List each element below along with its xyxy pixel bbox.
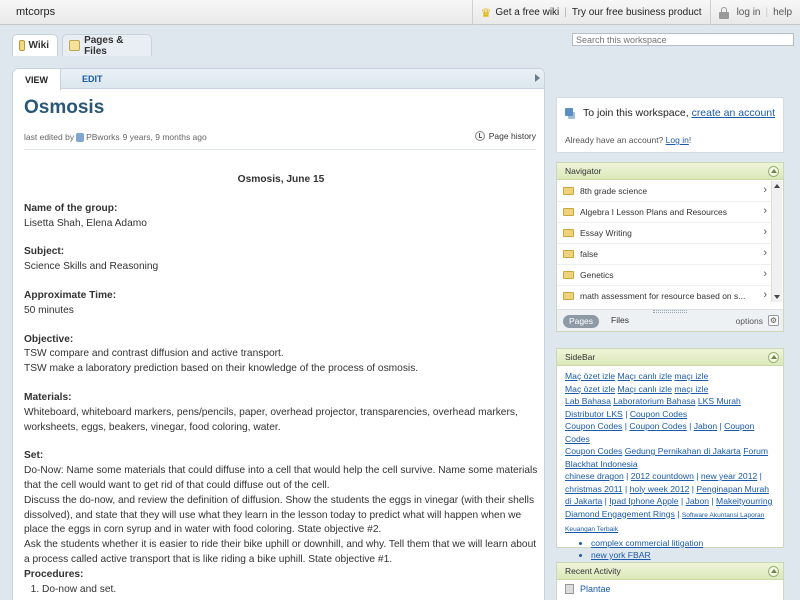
section-text: TSW compare and contrast diffusion and active transport.: [24, 348, 284, 360]
separator: |: [696, 471, 699, 481]
section-heading: Set:: [24, 450, 44, 462]
tab-wiki[interactable]: [12, 34, 58, 56]
separator: |: [759, 471, 762, 481]
user-icon: [76, 133, 84, 142]
chevron-right-icon[interactable]: ›: [763, 226, 767, 238]
folder-icon: [563, 229, 574, 237]
section-heading: Objective:: [24, 333, 74, 345]
content-title: Osmosis, June 15: [237, 174, 325, 185]
navigator-list: [557, 181, 772, 302]
separator: |: [604, 496, 607, 506]
section-heading: Subject:: [24, 246, 65, 258]
collapse-icon[interactable]: [768, 352, 779, 363]
divider: [24, 149, 536, 150]
section-text: Lisetta Shah, Elena Adamo: [24, 217, 147, 229]
nav-item-label: false: [580, 249, 598, 259]
section-time: [24, 289, 538, 319]
separator: |: [680, 496, 684, 506]
separator: |: [765, 7, 769, 18]
procedures-list: [42, 583, 538, 598]
section-text: Whiteboard, whiteboard markers, pens/pencils, paper, overhead projector, transparencies, overhead markers, worksheets, eggs, beakers, vinegar, food coloring, water.: [24, 406, 518, 433]
promo-links: [473, 0, 710, 25]
navigator-scrollbar[interactable]: [771, 181, 782, 302]
page-title: Osmosis: [24, 97, 105, 118]
sidebar-link[interactable]: Laboratorium Bahasa: [613, 396, 696, 406]
section-text: Science Skills and Reasoning: [24, 261, 159, 273]
sidebar-line: [565, 383, 775, 396]
separator: |: [691, 483, 695, 494]
wiki-icon: [19, 40, 25, 51]
have-account-line: Already have an account? Log in!: [565, 135, 692, 145]
meta-prefix: last edited by: [24, 132, 75, 142]
login-link[interactable]: log in: [736, 7, 761, 18]
sidebar-line: [565, 470, 775, 537]
sidebar-link[interactable]: Software Akuntansi Laporan Keuangan Terbaik: [565, 511, 765, 533]
users-icon: [565, 108, 575, 119]
sidebar-link[interactable]: chinese dragon: [565, 471, 624, 481]
recent-activity-link[interactable]: Plantae: [580, 584, 611, 594]
sidebar-link[interactable]: Coupon Codes: [565, 421, 755, 444]
separator: |: [625, 408, 628, 419]
section-materials: [24, 391, 538, 435]
procedures-heading: Procedures:: [24, 568, 84, 580]
nav-item-label: math assessment for resource based on s...: [580, 291, 746, 301]
sidebar-link[interactable]: 2012 countdown: [630, 471, 694, 481]
join-line: [565, 107, 775, 119]
sidebar-link[interactable]: Penginapan Murah di Jakarta: [565, 483, 770, 506]
account-links: [711, 0, 800, 25]
sidebar-link[interactable]: new year 2012: [700, 471, 758, 481]
sidebar-link[interactable]: Lab Bahasa: [565, 396, 611, 406]
separator: |: [719, 421, 722, 431]
separator: |: [564, 7, 567, 18]
recent-activity-header: [557, 563, 783, 580]
sidebar-link[interactable]: Maç özet izle: [565, 371, 616, 381]
gear-icon[interactable]: ⚙: [769, 316, 778, 325]
sidebar-line: [565, 370, 775, 383]
recent-activity-item: [557, 580, 783, 598]
navigator-footer: [557, 309, 783, 331]
separator: |: [711, 496, 714, 506]
options-link[interactable]: options: [735, 316, 763, 326]
tab-wiki-label: Wiki: [28, 40, 49, 51]
sidebar-header: [557, 349, 783, 366]
separator: |: [677, 508, 680, 519]
separator: |: [625, 483, 628, 494]
list-item: [591, 537, 775, 550]
have-account-text: Already have an account?: [565, 135, 664, 145]
join-workspace-box: [556, 97, 784, 153]
sidebar-line: [565, 420, 775, 445]
search-input[interactable]: [572, 33, 794, 46]
nav-item[interactable]: [557, 181, 772, 202]
chevron-right-icon[interactable]: ›: [763, 289, 767, 301]
sidebar-link[interactable]: maçı izle: [674, 371, 709, 381]
chevron-right-icon[interactable]: ›: [763, 268, 767, 280]
section-text: TSW make a laboratory prediction based on their knowledge of the process of osmosis.: [24, 363, 419, 375]
nav-item[interactable]: [557, 223, 772, 244]
nav-item[interactable]: [557, 265, 772, 286]
sidebar-link[interactable]: Maç özet izle: [565, 383, 616, 394]
page-icon: [565, 584, 574, 594]
trophy-icon: ♛: [480, 5, 492, 20]
section-subject: [24, 245, 538, 275]
set-paragraph: Discuss the do-now, and review the definition of diffusion. Show the students the eggs in vinegar (with their shells dissolved), and state that they will use what they learn in the lesson today to predict what will happen when we place the eggs in corn syrup and in water with food coloring. State objective #2.: [24, 494, 535, 536]
top-bar: [0, 0, 800, 25]
business-product-link[interactable]: Try our free business product: [571, 7, 702, 18]
sidebar-link[interactable]: Coupon Codes: [629, 421, 687, 431]
sidebar-link[interactable]: christmas 2011: [565, 483, 623, 494]
folder-icon: [563, 250, 574, 258]
help-link[interactable]: help: [773, 7, 792, 18]
lock-icon: [719, 7, 729, 19]
resize-handle[interactable]: [653, 310, 687, 313]
login-link-secondary[interactable]: Log in: [665, 135, 689, 145]
page-mode-tabs: [13, 69, 544, 89]
sidebar-link[interactable]: Maçı canlı izle: [617, 371, 672, 381]
chevron-right-icon[interactable]: ›: [763, 205, 767, 217]
nav-item-label: Essay Writing: [580, 228, 632, 238]
set-paragraph: Do-Now: Name some materials that could diffuse into a cell that would help the cell survive. Name some materials that the cell would want to get rid of that could diffuse out of the cell.: [24, 465, 538, 491]
list-item: 1. Do-now and set.: [42, 583, 538, 598]
topbar-actions: [472, 0, 800, 25]
sidebar-link[interactable]: Makeityourring Diamond Engagement Rings: [565, 496, 773, 519]
meta-user[interactable]: PBworks: [86, 132, 120, 142]
sidebar-link[interactable]: Coupon Codes: [629, 408, 688, 419]
create-account-link[interactable]: create an account: [691, 107, 776, 119]
folder-icon: [563, 271, 574, 279]
folder-icon: [563, 187, 574, 195]
navigator-pages-tab[interactable]: Pages: [563, 315, 599, 328]
get-free-wiki-link[interactable]: Get a free wiki: [495, 7, 560, 18]
chevron-right-icon[interactable]: ›: [763, 247, 767, 259]
navigator-title: Navigator: [565, 166, 602, 176]
section-heading: Materials:: [24, 391, 72, 403]
sidebar-line: [565, 395, 775, 420]
sidebar-link[interactable]: maçı izle: [674, 383, 709, 394]
navigator-files-tab[interactable]: Files: [611, 315, 629, 325]
page-content: [24, 173, 538, 597]
clock-icon: [475, 131, 485, 141]
folder-icon: [563, 208, 574, 216]
expand-arrow-icon[interactable]: [535, 74, 540, 82]
sidebar-body: [557, 366, 783, 562]
tab-view[interactable]: VIEW: [13, 69, 61, 90]
folder-icon: [563, 292, 574, 300]
recent-activity-widget: [556, 562, 784, 600]
tab-pages-files[interactable]: [62, 34, 152, 56]
nav-item-label: Algebra I Lesson Plans and Resources: [580, 207, 727, 217]
sidebar-link[interactable]: LKS Murah: [697, 396, 741, 406]
separator: |: [626, 471, 629, 481]
sidebar-title: SideBar: [565, 352, 596, 362]
sidebar-link[interactable]: new york FBAR: [591, 550, 651, 560]
nav-item[interactable]: [557, 286, 772, 302]
sidebar-bullets: [591, 537, 775, 562]
recent-activity-title: Recent Activity: [565, 566, 621, 576]
navigator-widget: [556, 162, 784, 332]
section-heading: Name of the group:: [24, 202, 118, 214]
section-heading: Approximate Time:: [24, 289, 117, 301]
page-history-label: Page history: [488, 131, 536, 141]
chevron-right-icon[interactable]: ›: [763, 184, 767, 196]
section-set: [24, 449, 538, 567]
nav-item-label: Genetics: [580, 270, 614, 280]
nav-item-label: 8th grade science: [580, 186, 648, 196]
list-item: [591, 549, 775, 562]
sidebar-link[interactable]: Distributor LKS: [565, 408, 623, 419]
section-text: 50 minutes: [24, 304, 74, 316]
workspace-tabs: [0, 26, 800, 56]
tab-pages-label: Pages & Files: [84, 34, 124, 57]
sidebar-link[interactable]: Jabon: [693, 421, 718, 431]
nav-item[interactable]: [557, 202, 772, 223]
nav-item[interactable]: [557, 244, 772, 265]
sidebar-link[interactable]: Ipad Iphone Apple: [609, 496, 679, 506]
sidebar-link[interactable]: holy week 2012: [629, 483, 690, 494]
collapse-icon[interactable]: [768, 166, 779, 177]
collapse-icon[interactable]: [768, 566, 779, 577]
sidebar-line: [565, 445, 775, 470]
last-edited-info: [24, 132, 536, 142]
page-panel: [12, 68, 545, 600]
join-text: To join this workspace,: [583, 107, 689, 119]
separator: |: [689, 421, 692, 431]
sidebar-link[interactable]: Maçı canlı izle: [617, 383, 672, 394]
page-history-button[interactable]: [475, 131, 536, 141]
sidebar-link[interactable]: Gedung Pernikahan di Jakarta: [624, 446, 741, 456]
separator: |: [624, 421, 627, 431]
section-group: [24, 202, 538, 232]
section-objective: [24, 333, 538, 377]
set-paragraph: Ask the students whether it is easier to ride their bike uphill or downhill, and why. Tell them that we will learn about a process called active transport that is like riding a bike uphill. State objective #1.: [24, 539, 537, 565]
meta-time: 9 years, 9 months ago: [122, 132, 207, 142]
sidebar-link[interactable]: Jabon: [685, 496, 710, 506]
sidebar-link[interactable]: Coupon Codes: [565, 446, 623, 456]
sidebar-link[interactable]: complex commercial litigation: [591, 537, 704, 548]
navigator-header: [557, 163, 783, 180]
site-name[interactable]: mtcorps: [16, 6, 56, 18]
tab-edit[interactable]: EDIT: [82, 74, 103, 84]
folder-icon: [69, 40, 80, 51]
sidebar-widget: [556, 348, 784, 560]
sidebar-link[interactable]: Coupon Codes: [565, 421, 623, 431]
sidebar-link[interactable]: Forum Blackhat Indonesia: [565, 446, 769, 469]
